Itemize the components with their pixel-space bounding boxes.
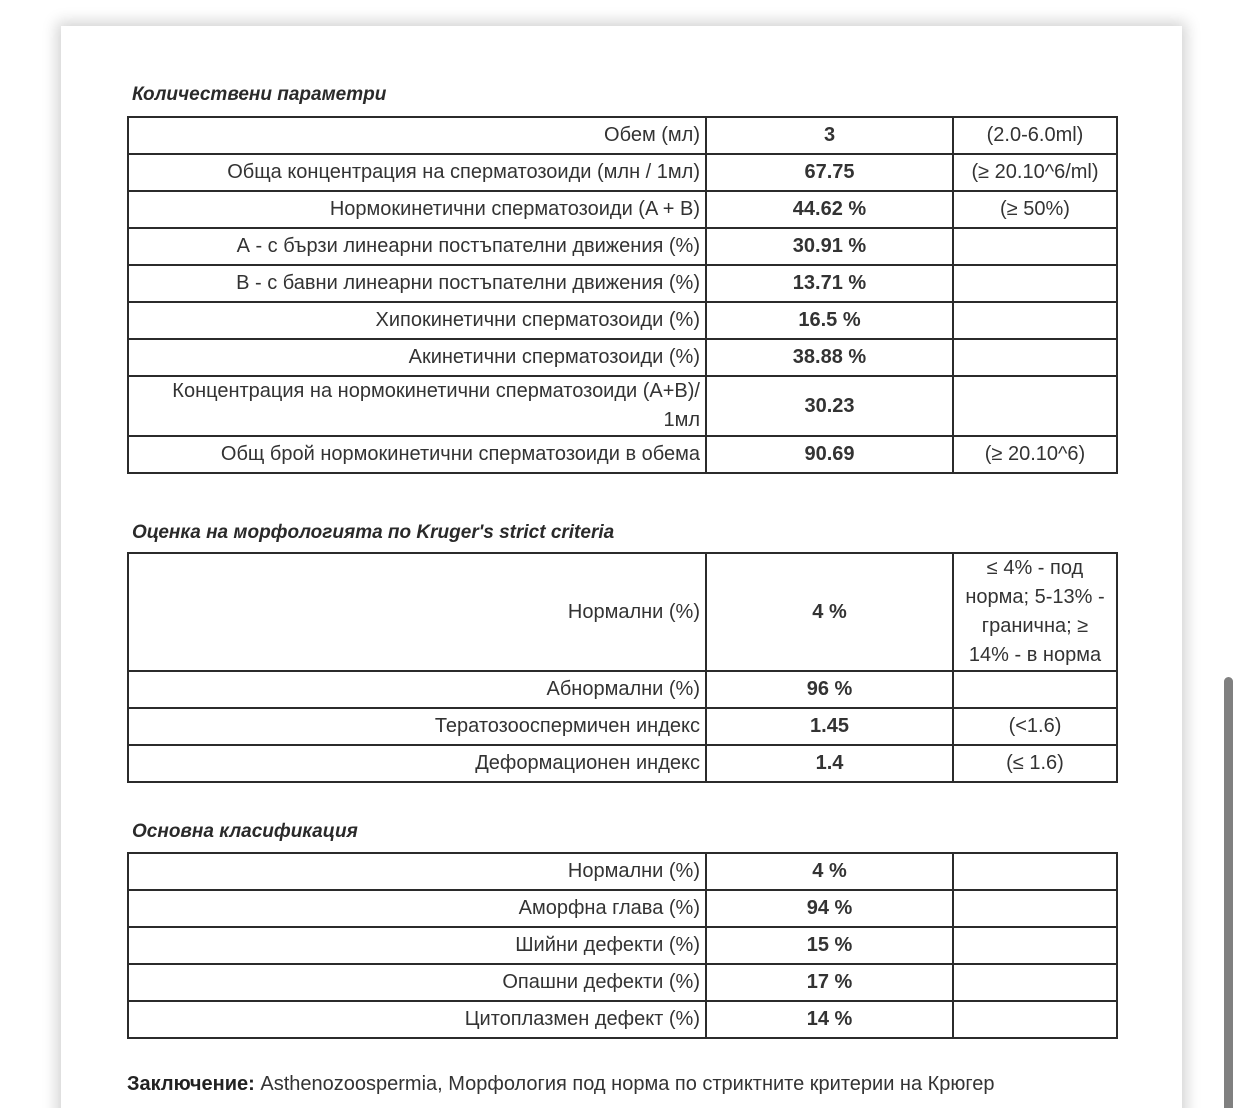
row-label: А - с бързи линеарни постъпателни движения (%) [128, 228, 706, 265]
conclusion-label: Заключение: [127, 1073, 255, 1095]
row-reference: (≤ 1.6) [953, 745, 1117, 782]
conclusion-text: Asthenozoospermia, Морфология под норма по стриктните критерии на Крюгер [254, 1073, 995, 1095]
table-row [128, 436, 1117, 473]
row-label: Обща концентрация на сперматозоиди (млн / 1мл) [128, 154, 706, 191]
row-label: Хипокинетични сперматозоиди (%) [128, 302, 706, 339]
row-label: В - с бавни линеарни постъпателни движения (%) [128, 265, 706, 302]
table-row [128, 708, 1117, 745]
table-row [128, 964, 1117, 1001]
row-value: 3 [706, 117, 953, 154]
row-reference: (≥ 20.10^6/ml) [953, 154, 1117, 191]
table-row [128, 927, 1117, 964]
scrollbar-thumb[interactable] [1224, 677, 1233, 1108]
row-label: Тератозооспермичен индекс [128, 708, 706, 745]
quantitative-table [127, 116, 1118, 474]
row-value: 1.45 [706, 708, 953, 745]
row-label: Нормокинетични сперматозоиди (A + B) [128, 191, 706, 228]
row-value: 14 % [706, 1001, 953, 1038]
row-reference: (≥ 50%) [953, 191, 1117, 228]
table-row [128, 191, 1117, 228]
row-value: 13.71 % [706, 265, 953, 302]
row-value: 4 % [706, 853, 953, 890]
table-row [128, 745, 1117, 782]
row-reference [953, 927, 1117, 964]
table-row [128, 117, 1117, 154]
row-reference [953, 265, 1117, 302]
report-page [61, 26, 1182, 1108]
table-row [128, 228, 1117, 265]
table-row [128, 265, 1117, 302]
table-row [128, 890, 1117, 927]
row-reference: (≥ 20.10^6) [953, 436, 1117, 473]
row-value: 96 % [706, 671, 953, 708]
table-row [128, 376, 1117, 436]
row-value: 90.69 [706, 436, 953, 473]
row-value: 15 % [706, 927, 953, 964]
classification-table [127, 852, 1118, 1039]
row-label: Нормални (%) [128, 553, 706, 671]
table-row [128, 671, 1117, 708]
row-value: 4 % [706, 553, 953, 671]
row-value: 44.62 % [706, 191, 953, 228]
section-title-quantitative: Количествени параметри [132, 84, 387, 105]
conclusion [127, 1073, 995, 1096]
row-reference [953, 890, 1117, 927]
row-value: 16.5 % [706, 302, 953, 339]
row-value: 67.75 [706, 154, 953, 191]
row-value: 30.23 [706, 376, 953, 436]
row-reference: (2.0-6.0ml) [953, 117, 1117, 154]
row-label: Деформационен индекс [128, 745, 706, 782]
row-label: Акинетични сперматозоиди (%) [128, 339, 706, 376]
row-reference: (<1.6) [953, 708, 1117, 745]
row-reference [953, 376, 1117, 436]
table-row [128, 302, 1117, 339]
row-value: 1.4 [706, 745, 953, 782]
row-label: Общ брой нормокинетични сперматозоиди в обема [128, 436, 706, 473]
row-value: 30.91 % [706, 228, 953, 265]
row-label: Абнормални (%) [128, 671, 706, 708]
row-reference [953, 1001, 1117, 1038]
row-reference [953, 853, 1117, 890]
row-label: Обем (мл) [128, 117, 706, 154]
row-reference [953, 339, 1117, 376]
row-label: Концентрация на нормокинетични сперматозоиди (A+B)/ 1мл [128, 376, 706, 436]
row-label: Опашни дефекти (%) [128, 964, 706, 1001]
row-reference [953, 302, 1117, 339]
row-label: Цитоплазмен дефект (%) [128, 1001, 706, 1038]
morphology-table [127, 552, 1118, 783]
row-value: 94 % [706, 890, 953, 927]
table-row [128, 553, 1117, 671]
section-title-classification: Основна класификация [132, 821, 358, 842]
section-title-morphology: Оценка на морфологията по Kruger's strict criteria [132, 522, 615, 543]
row-value: 38.88 % [706, 339, 953, 376]
row-label: Шийни дефекти (%) [128, 927, 706, 964]
table-row [128, 339, 1117, 376]
row-label: Аморфна глава (%) [128, 890, 706, 927]
row-reference [953, 964, 1117, 1001]
row-label: Нормални (%) [128, 853, 706, 890]
table-row [128, 1001, 1117, 1038]
table-row [128, 154, 1117, 191]
row-reference [953, 671, 1117, 708]
row-reference [953, 228, 1117, 265]
table-row [128, 853, 1117, 890]
row-value: 17 % [706, 964, 953, 1001]
row-reference: ≤ 4% - под норма; 5-13% - гранична; ≥ 14% - в норма [953, 553, 1117, 671]
